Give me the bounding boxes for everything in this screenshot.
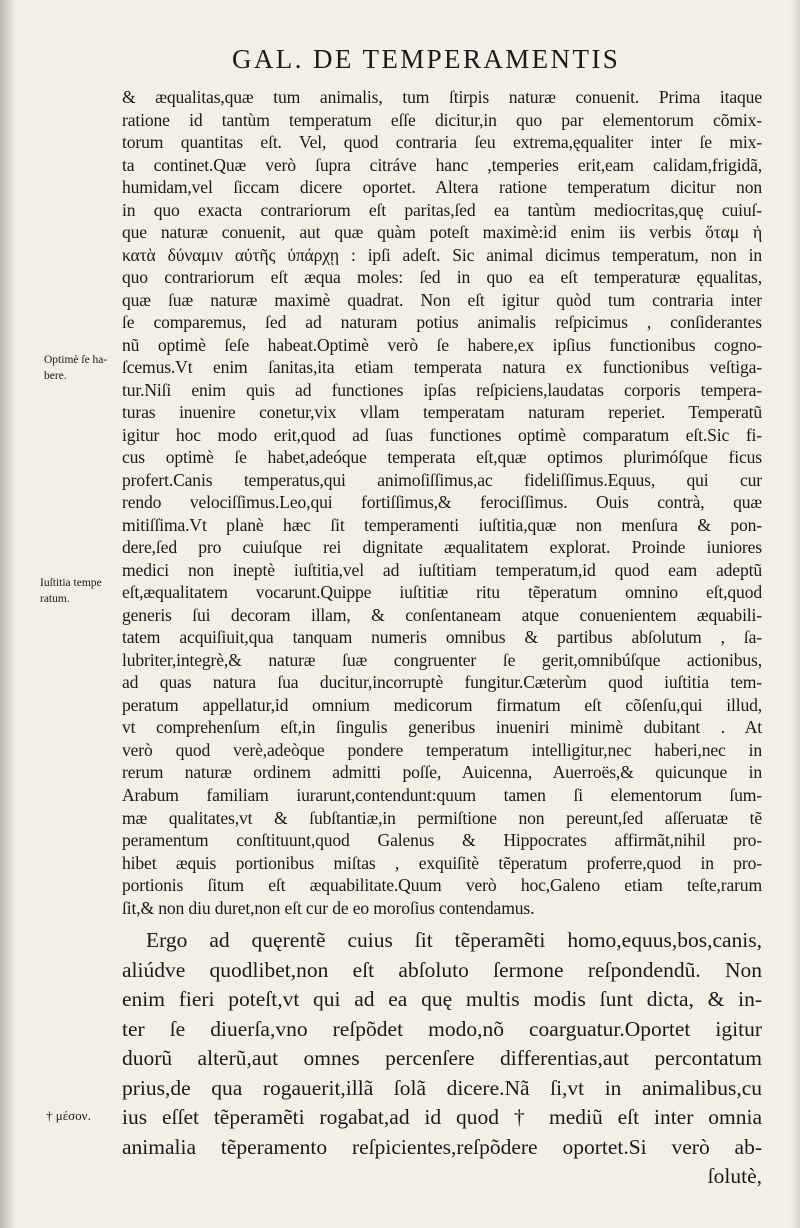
body-line: tatem acquiſiuit,qua tanquam numeris omnibus & partibus abſolutum , ſa- [122, 627, 762, 648]
margin-note-optime-cont: bere. [44, 370, 67, 382]
body-line: mæ qualitates,vt & ſubſtantiæ,in permiſtione non pereunt,ſed aſſeruatæ tẽ [122, 807, 762, 828]
body-line: rerum naturæ ordinem admitti poſſe, Auicenna, Auerroës,& quicunque in [122, 762, 762, 783]
running-head: GAL. DE TEMPERAMENTIS [232, 44, 621, 74]
body-line: que naturæ conuenit, aut quæ quàm poteſt maximè:id enim iis verbis ὅταμ ἡ [122, 222, 762, 243]
body-line: cus optimè ſe habet,adeóque temperata eſt,quæ optimos plurimóſque ficus [122, 447, 762, 468]
body-line: in quo exacta contrariorum eſt paritas,ſed ea tantùm mediocritas,quę cuiuſ- [122, 199, 762, 220]
body-line: lubriter,integrè,& naturæ ſuæ congruenter ſe gerit,omnibúſque actionibus, [122, 649, 762, 670]
body-line: nũ optimè ſeſe habeat.Optimè verò ſe habere,ex ipſius functionibus cogno- [122, 334, 762, 355]
catchword: ſolutè, [707, 1164, 762, 1189]
body-line: rendo velociſſimus.Leo,qui fortiſſimus,& feroсiſſimus. Ouis contrà, quæ [122, 492, 762, 513]
body-line: verò quod verè,adeòque pondere temperatum intelligitur,nec haberi,nec in [122, 739, 762, 760]
body-line: igitur hoc modo erit,quod ad ſuas functiones optimè comparatum eſt.Sic fi- [122, 424, 762, 445]
margin-note-iustitia: Iuſtitia tempe [40, 577, 102, 589]
body-line: ta continet.Quæ verò ſupra citráve hanc ,temperies erit,eam calidam,frigidã, [122, 154, 762, 175]
margin-note-optime: Optimè ſe ha- [44, 354, 108, 366]
large-line: aliúdve quodlibet,non eſt abſoluto ſermone reſpondendũ. Non [122, 957, 762, 982]
body-line: mitiſſima.Vt planè hæc ſit temperamenti iuſtitia,quæ non menſura & pon- [122, 514, 762, 535]
body-line: ad quas natura ſua ducitur,incorruptè fungitur.Cæterùm quod iuſtitia tem- [122, 672, 762, 693]
body-line: ratione id tantùm temperatum eſſe dicitur,in quo par elementorum cõmix- [122, 109, 762, 130]
body-line: peramentum conſtituunt,quod Galenus & Hippocrates affirmãt,nihil pro- [122, 830, 762, 851]
gutter-shadow [0, 0, 16, 1228]
body-line: turas inuenire conetur,vix vllam temperatam naturam reperiet. Temperatũ [122, 402, 762, 423]
large-line: ter ſe diuerſa,vno reſpõdet modo,nõ coarguatur.Oportet igitur [122, 1016, 762, 1041]
body-line: humidam,vel ſiccam dicere oportet. Altera ratione temperatum dicitur non [122, 177, 762, 198]
body-line: medici non ineptè iuſtitia,vel ad iuſtitiam temperatum,id quod eam adeptũ [122, 559, 762, 580]
body-line: vt comprehenſum eſt,in ſingulis generibus inueniri minimè dubitant . At [122, 717, 762, 738]
body-line: ſcemus.Vt enim ſanitas,ita etiam temperata natura ex functionibus veſtiga- [122, 357, 762, 378]
body-line: Arabum familiam iurarunt,contendunt:quum tamen ſi elementorum ſum- [122, 784, 762, 805]
main-text [122, 86, 762, 1192]
large-line: prius,de qua rogauerit,illã ſolã dicere.Nã ſi,vt in animalibus,cu [122, 1075, 762, 1100]
body-line: torum quantitas eſt. Vel, quod contraria ſeu extrema,ęqualiter inter ſe mix- [122, 132, 762, 153]
body-line: & æqualitas,quæ tum animalis, tum ſtirpis naturæ conuenit. Prima itaque [122, 87, 762, 107]
large-line: duorũ alterũ,aut omnes percenſere differentias,aut percontatum [122, 1046, 762, 1071]
body-line: κατὰ δύναμιν αὐτῆς ὑπάρχῃ : ipſi adeſt. Sic animal dicimus temperatum, non in [122, 244, 762, 265]
body-line: quo contrariorum eſt æqua moles: ſed in quo ea eſt temperaturæ ęqualitas, [122, 267, 762, 288]
body-line: generis ſui decoram illam, & conſentaneam atque conuenientem æquabili- [122, 604, 762, 625]
page-edge [790, 0, 800, 1228]
body-line: peratum appellatur,id omnium medicorum firmatum eſt cõſenſu,qui illud, [122, 694, 762, 715]
large-line: animalia tẽperamento reſpicientes,reſpõdere oportet.Si verò ab- [122, 1134, 762, 1159]
body-line: tur.Niſi enim quis ad functiones ipſas reſpiciens,laudatas corporis tempera- [122, 379, 762, 400]
body-line: eſt,æqualitatem vocarunt.Quippe iuſtitiæ ritu tẽperatum omnino eſt,quod [122, 582, 762, 603]
body-line: profert.Canis temperatus,qui animoſiſſimus,ac fideliſſimus.Equus, qui cur [122, 469, 762, 490]
large-line: Ergo ad quęrentẽ cuius ſit tẽperamẽti homo,equus,bos,canis, [146, 928, 762, 953]
body-line: portionis ſitum eſt æquabilitate.Quum verò hoc,Galeno etiam teſte,rarum [122, 875, 762, 896]
body-line: quæ ſuæ naturæ maximè quadrat. Non eſt igitur quòd tum contraria inter [122, 289, 762, 310]
body-line: ſit,& non diu duret,non eſt cur de eo moroſius contendamus. [122, 897, 535, 918]
large-line: enim fieri poteſt,vt qui ad ea quę multis modis ſunt dicta, & in- [122, 987, 762, 1012]
body-line: dere,ſed pro cuiuſque rei dignitate æqualitatem explorat. Proinde iuniores [122, 537, 762, 558]
large-line: ius eſſet tẽperamẽti rogabat,ad id quod † mediũ eſt inter omnia [122, 1105, 762, 1130]
margin-note-meson: † μέσον. [46, 1108, 91, 1123]
margin-note-iustitia-cont: ratum. [40, 593, 70, 605]
body-line: hibet æquis portionibus miſtas , exquiſitè tẽperatum proferre,quod in pro- [122, 852, 762, 873]
body-line: ſe comparemus, ſed ad naturam potius animalis reſpicimus , conſiderantes [122, 312, 762, 333]
